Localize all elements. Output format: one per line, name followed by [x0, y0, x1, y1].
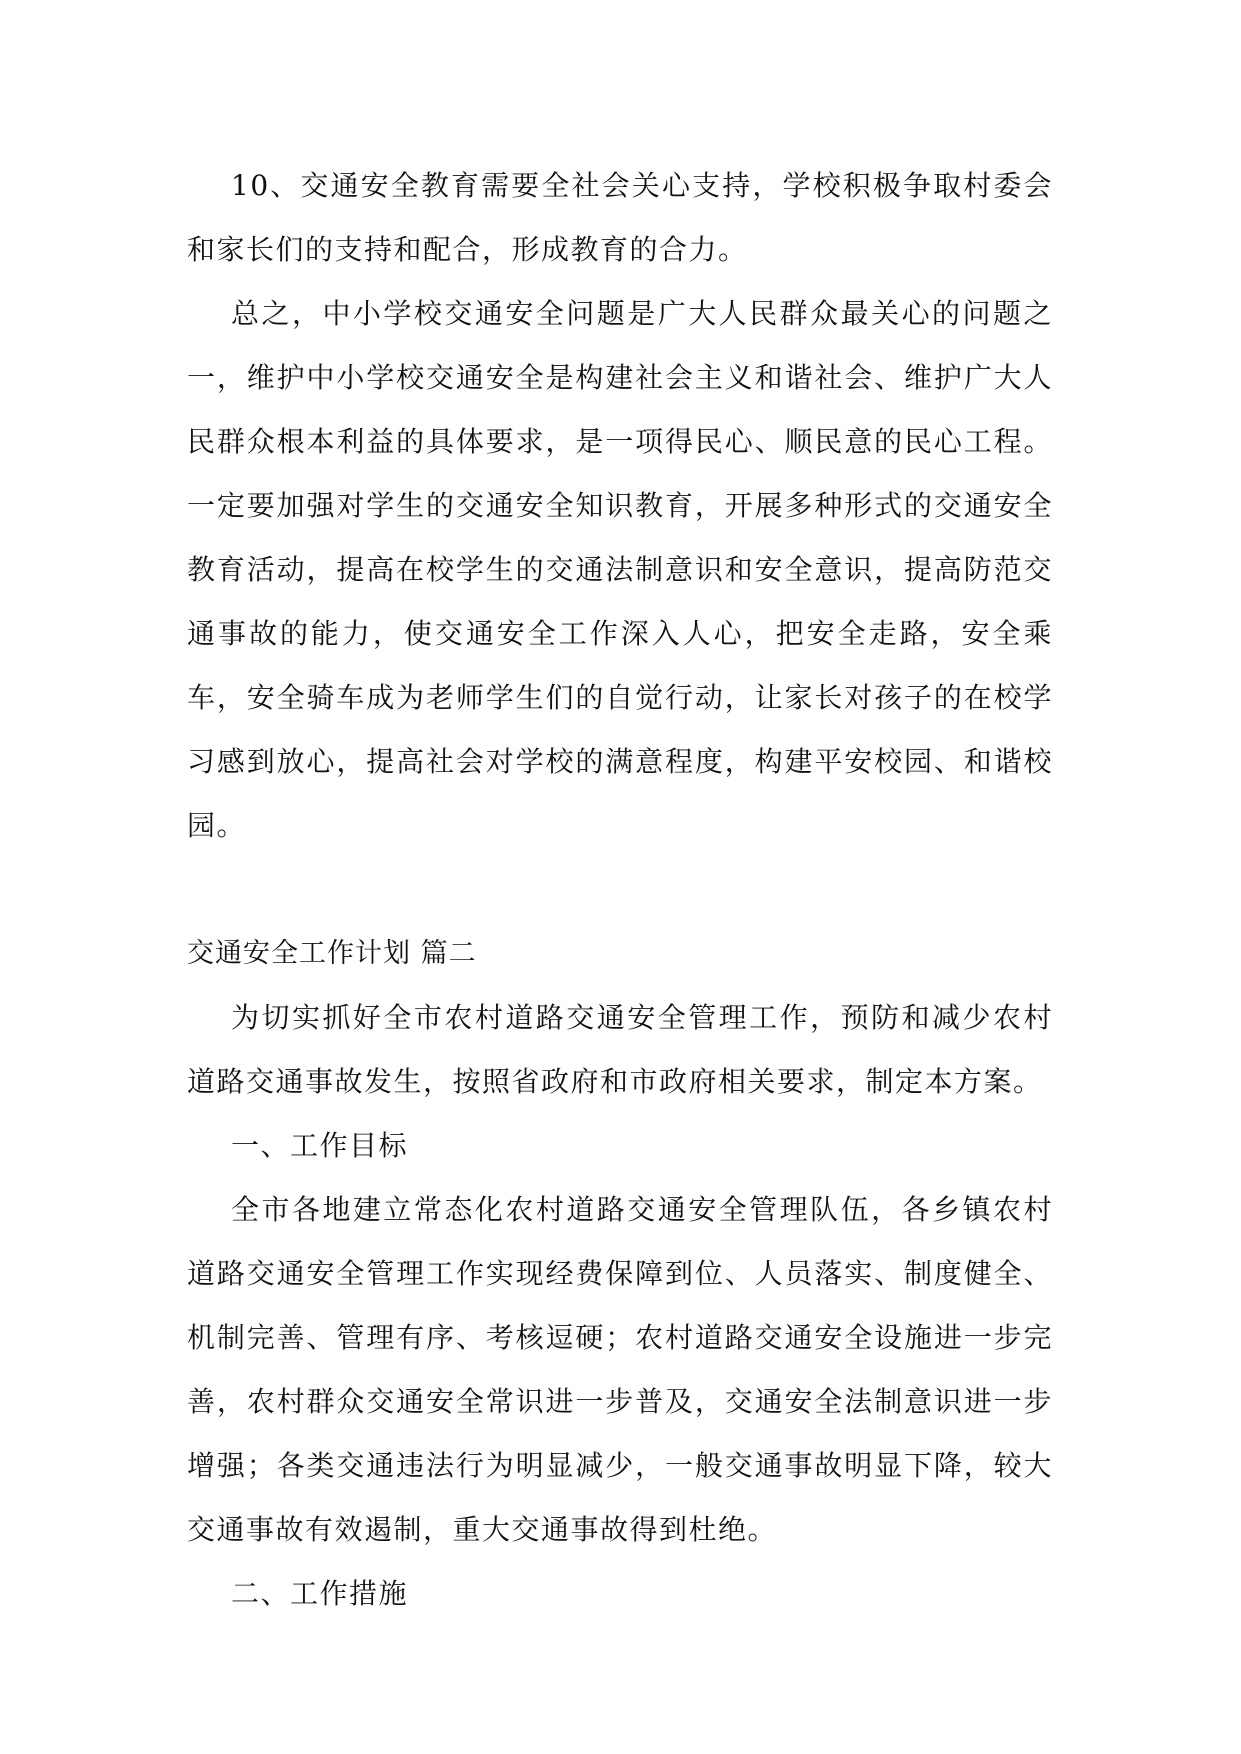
heading-work-measures: 二、工作措施 — [231, 1577, 409, 1610]
paragraph-item-10: 10、交通安全教育需要全社会关心支持，学校积极争取村委会和家长们的支持和配合，形成教育的合力。 — [187, 169, 1053, 266]
paragraph-summary: 总之，中小学校交通安全问题是广大人民群众最关心的问题之一，维护中小学校交通安全是构建社会主义和谐社会、维护广大人民群众根本利益的具体要求，是一项得民心、顺民意的民心工程。一定要加强对学生的交通安全知识教育，开展多种形式的交通安全教育活动，提高在校学生的交通法制意识和安全意识，提高防范交通事故的能力，使交通安全工作深入人心，把安全走路，安全乘车，安全骑车成为老师学生们的自觉行动，让家长对孩子的在校学习感到放心，提高社会对学校的满意程度，构建平安校园、和谐校园。 — [187, 297, 1053, 842]
document-body — [187, 154, 1053, 1626]
section-title: 交通安全工作计划 篇二 — [187, 938, 477, 969]
heading-work-goals: 一、工作目标 — [231, 1129, 409, 1162]
paragraph-work-goals: 全市各地建立常态化农村道路交通安全管理队伍，各乡镇农村道路交通安全管理工作实现经费保障到位、人员落实、制度健全、机制完善、管理有序、考核逗硬；农村道路交通安全设施进一步完善，农村群众交通安全常识进一步普及，交通安全法制意识进一步增强；各类交通违法行为明显减少，一般交通事故明显下降，较大交通事故有效遏制，重大交通事故得到杜绝。 — [187, 1193, 1053, 1546]
paragraph-intro: 为切实抓好全市农村道路交通安全管理工作，预防和减少农村道路交通事故发生，按照省政府和市政府相关要求，制定本方案。 — [187, 1001, 1053, 1098]
